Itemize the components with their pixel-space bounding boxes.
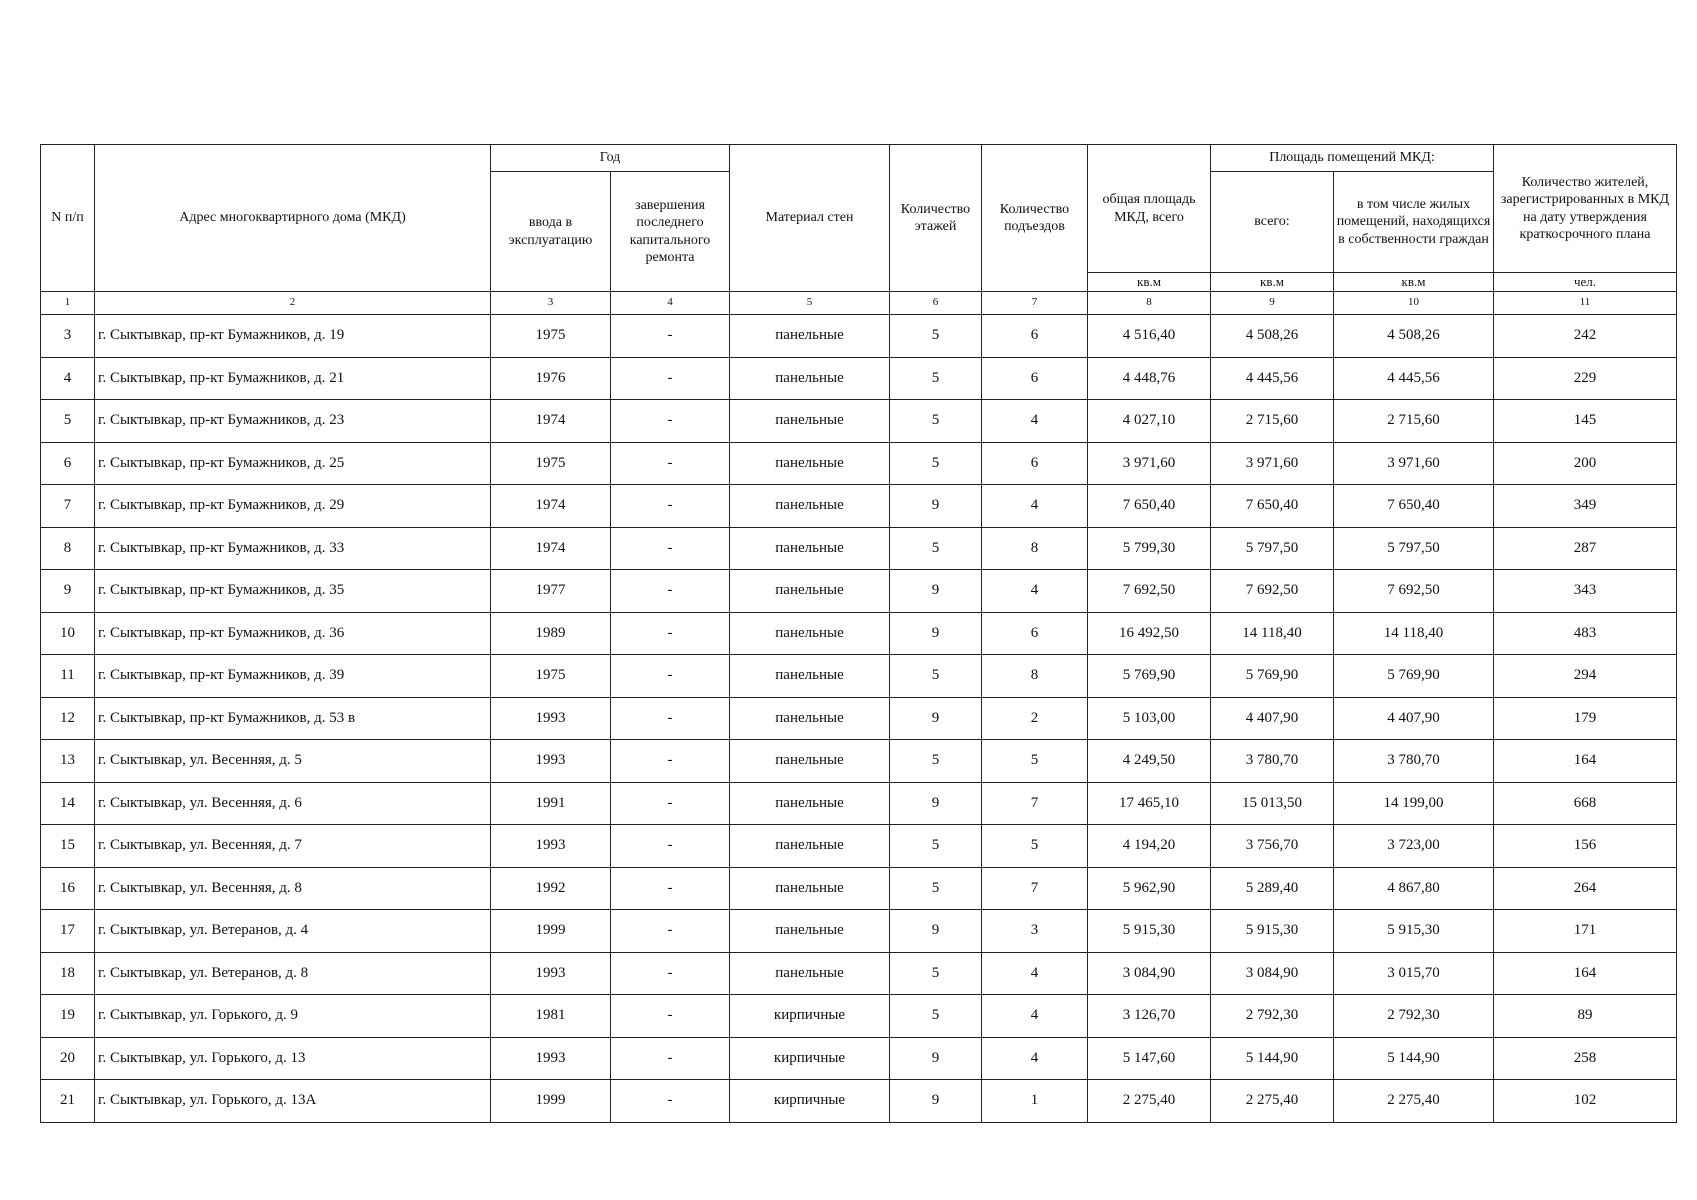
premises-total-cell: 15 013,50 (1211, 782, 1334, 825)
commission-year-cell: 1975 (491, 442, 611, 485)
header-entrances: Количество подъездов (982, 145, 1088, 292)
repair-year-cell: - (611, 655, 730, 698)
repair-year-cell: - (611, 952, 730, 995)
premises-total-cell: 5 915,30 (1211, 910, 1334, 953)
entrances-cell: 5 (982, 740, 1088, 783)
commission-year-cell: 1999 (491, 1080, 611, 1123)
wall-material-cell: панельные (730, 952, 890, 995)
row-number: 14 (41, 782, 95, 825)
row-number: 13 (41, 740, 95, 783)
repair-year-cell: - (611, 697, 730, 740)
column-number: 3 (491, 292, 611, 315)
residents-cell: 229 (1494, 357, 1677, 400)
wall-material-cell: панельные (730, 782, 890, 825)
column-number: 8 (1088, 292, 1211, 315)
premises-residential-cell: 3 015,70 (1334, 952, 1494, 995)
row-number: 10 (41, 612, 95, 655)
commission-year-cell: 1993 (491, 825, 611, 868)
entrances-cell: 3 (982, 910, 1088, 953)
header-num: N п/п (41, 145, 95, 292)
total-area-cell: 4 516,40 (1088, 315, 1211, 358)
residents-cell: 200 (1494, 442, 1677, 485)
floors-cell: 9 (890, 1037, 982, 1080)
table-row (41, 527, 1677, 570)
premises-total-cell: 3 971,60 (1211, 442, 1334, 485)
wall-material-cell: кирпичные (730, 1080, 890, 1123)
column-number: 1 (41, 292, 95, 315)
premises-total-cell: 4 445,56 (1211, 357, 1334, 400)
total-area-cell: 7 650,40 (1088, 485, 1211, 528)
address-cell: г. Сыктывкар, ул. Весенняя, д. 6 (95, 782, 491, 825)
floors-cell: 5 (890, 995, 982, 1038)
row-number: 20 (41, 1037, 95, 1080)
address-cell: г. Сыктывкар, пр-кт Бумажников, д. 29 (95, 485, 491, 528)
premises-total-cell: 3 084,90 (1211, 952, 1334, 995)
row-number: 8 (41, 527, 95, 570)
repair-year-cell: - (611, 1037, 730, 1080)
premises-residential-cell: 7 650,40 (1334, 485, 1494, 528)
residents-cell: 258 (1494, 1037, 1677, 1080)
table-row (41, 825, 1677, 868)
residents-cell: 483 (1494, 612, 1677, 655)
table-row (41, 315, 1677, 358)
header-group-premises: Площадь помещений МКД: (1211, 145, 1494, 172)
row-number: 7 (41, 485, 95, 528)
row-number: 16 (41, 867, 95, 910)
row-number: 11 (41, 655, 95, 698)
floors-cell: 5 (890, 357, 982, 400)
row-number: 15 (41, 825, 95, 868)
residents-cell: 287 (1494, 527, 1677, 570)
unit-premises-total: кв.м (1211, 273, 1334, 292)
row-number: 17 (41, 910, 95, 953)
floors-cell: 5 (890, 527, 982, 570)
total-area-cell: 5 147,60 (1088, 1037, 1211, 1080)
repair-year-cell: - (611, 867, 730, 910)
premises-residential-cell: 3 723,00 (1334, 825, 1494, 868)
premises-residential-cell: 7 692,50 (1334, 570, 1494, 613)
repair-year-cell: - (611, 740, 730, 783)
row-number: 12 (41, 697, 95, 740)
column-number: 7 (982, 292, 1088, 315)
premises-total-cell: 4 407,90 (1211, 697, 1334, 740)
premises-residential-cell: 2 715,60 (1334, 400, 1494, 443)
residents-cell: 164 (1494, 740, 1677, 783)
table-row (41, 1037, 1677, 1080)
commission-year-cell: 1991 (491, 782, 611, 825)
floors-cell: 5 (890, 400, 982, 443)
address-cell: г. Сыктывкар, пр-кт Бумажников, д. 25 (95, 442, 491, 485)
floors-cell: 5 (890, 655, 982, 698)
address-cell: г. Сыктывкар, ул. Горького, д. 13 (95, 1037, 491, 1080)
repair-year-cell: - (611, 315, 730, 358)
residents-cell: 145 (1494, 400, 1677, 443)
commission-year-cell: 1992 (491, 867, 611, 910)
table-row (41, 740, 1677, 783)
premises-total-cell: 5 769,90 (1211, 655, 1334, 698)
table-row (41, 655, 1677, 698)
repair-year-cell: - (611, 612, 730, 655)
repair-year-cell: - (611, 357, 730, 400)
row-number: 19 (41, 995, 95, 1038)
residents-cell: 179 (1494, 697, 1677, 740)
entrances-cell: 8 (982, 527, 1088, 570)
table-row (41, 910, 1677, 953)
header-year-repair: завершения последнего капитального ремонта (611, 172, 730, 292)
commission-year-cell: 1993 (491, 740, 611, 783)
entrances-cell: 7 (982, 782, 1088, 825)
wall-material-cell: панельные (730, 527, 890, 570)
residents-cell: 164 (1494, 952, 1677, 995)
premises-total-cell: 5 289,40 (1211, 867, 1334, 910)
wall-material-cell: панельные (730, 697, 890, 740)
header-premises-total: всего: (1211, 172, 1334, 273)
table-row (41, 400, 1677, 443)
entrances-cell: 6 (982, 612, 1088, 655)
premises-total-cell: 2 715,60 (1211, 400, 1334, 443)
premises-total-cell: 5 144,90 (1211, 1037, 1334, 1080)
commission-year-cell: 1977 (491, 570, 611, 613)
repair-year-cell: - (611, 910, 730, 953)
column-number-row (41, 292, 1677, 315)
commission-year-cell: 1993 (491, 697, 611, 740)
address-cell: г. Сыктывкар, ул. Горького, д. 13А (95, 1080, 491, 1123)
premises-residential-cell: 2 275,40 (1334, 1080, 1494, 1123)
wall-material-cell: панельные (730, 570, 890, 613)
commission-year-cell: 1993 (491, 1037, 611, 1080)
table-row (41, 697, 1677, 740)
premises-residential-cell: 5 915,30 (1334, 910, 1494, 953)
floors-cell: 5 (890, 867, 982, 910)
table-row (41, 995, 1677, 1038)
premises-residential-cell: 2 792,30 (1334, 995, 1494, 1038)
floors-cell: 5 (890, 442, 982, 485)
premises-residential-cell: 5 769,90 (1334, 655, 1494, 698)
header-floors: Количество этажей (890, 145, 982, 292)
column-number: 4 (611, 292, 730, 315)
table-row (41, 485, 1677, 528)
wall-material-cell: панельные (730, 612, 890, 655)
total-area-cell: 3 084,90 (1088, 952, 1211, 995)
commission-year-cell: 1999 (491, 910, 611, 953)
premises-total-cell: 7 650,40 (1211, 485, 1334, 528)
address-cell: г. Сыктывкар, ул. Весенняя, д. 7 (95, 825, 491, 868)
residents-cell: 294 (1494, 655, 1677, 698)
entrances-cell: 1 (982, 1080, 1088, 1123)
premises-total-cell: 5 797,50 (1211, 527, 1334, 570)
unit-total-area: кв.м (1088, 273, 1211, 292)
header-premises-residential: в том числе жилых помещений, находящихся в собственности граждан (1334, 172, 1494, 273)
premises-total-cell: 3 780,70 (1211, 740, 1334, 783)
repair-year-cell: - (611, 995, 730, 1038)
wall-material-cell: панельные (730, 442, 890, 485)
address-cell: г. Сыктывкар, пр-кт Бумажников, д. 36 (95, 612, 491, 655)
address-cell: г. Сыктывкар, ул. Весенняя, д. 8 (95, 867, 491, 910)
wall-material-cell: панельные (730, 400, 890, 443)
total-area-cell: 4 448,76 (1088, 357, 1211, 400)
repair-year-cell: - (611, 570, 730, 613)
commission-year-cell: 1976 (491, 357, 611, 400)
residents-cell: 349 (1494, 485, 1677, 528)
residents-cell: 264 (1494, 867, 1677, 910)
floors-cell: 5 (890, 952, 982, 995)
total-area-cell: 5 769,90 (1088, 655, 1211, 698)
total-area-cell: 2 275,40 (1088, 1080, 1211, 1123)
premises-total-cell: 2 275,40 (1211, 1080, 1334, 1123)
wall-material-cell: панельные (730, 485, 890, 528)
table-row (41, 1080, 1677, 1123)
floors-cell: 9 (890, 612, 982, 655)
entrances-cell: 4 (982, 1037, 1088, 1080)
table-row (41, 952, 1677, 995)
total-area-cell: 5 799,30 (1088, 527, 1211, 570)
premises-residential-cell: 5 144,90 (1334, 1037, 1494, 1080)
total-area-cell: 4 194,20 (1088, 825, 1211, 868)
address-cell: г. Сыктывкар, пр-кт Бумажников, д. 53 в (95, 697, 491, 740)
total-area-cell: 5 915,30 (1088, 910, 1211, 953)
total-area-cell: 3 971,60 (1088, 442, 1211, 485)
total-area-cell: 17 465,10 (1088, 782, 1211, 825)
table-row (41, 357, 1677, 400)
wall-material-cell: панельные (730, 825, 890, 868)
wall-material-cell: кирпичные (730, 995, 890, 1038)
header-group-year: Год (491, 145, 730, 172)
commission-year-cell: 1975 (491, 315, 611, 358)
commission-year-cell: 1975 (491, 655, 611, 698)
unit-premises-residential: кв.м (1334, 273, 1494, 292)
premises-residential-cell: 3 780,70 (1334, 740, 1494, 783)
floors-cell: 9 (890, 910, 982, 953)
premises-residential-cell: 4 407,90 (1334, 697, 1494, 740)
column-number: 5 (730, 292, 890, 315)
entrances-cell: 6 (982, 315, 1088, 358)
entrances-cell: 6 (982, 357, 1088, 400)
commission-year-cell: 1989 (491, 612, 611, 655)
total-area-cell: 4 249,50 (1088, 740, 1211, 783)
row-number: 21 (41, 1080, 95, 1123)
wall-material-cell: панельные (730, 655, 890, 698)
row-number: 18 (41, 952, 95, 995)
commission-year-cell: 1974 (491, 485, 611, 528)
address-cell: г. Сыктывкар, ул. Ветеранов, д. 4 (95, 910, 491, 953)
premises-residential-cell: 14 118,40 (1334, 612, 1494, 655)
entrances-cell: 4 (982, 485, 1088, 528)
premises-total-cell: 14 118,40 (1211, 612, 1334, 655)
address-cell: г. Сыктывкар, ул. Весенняя, д. 5 (95, 740, 491, 783)
residents-cell: 668 (1494, 782, 1677, 825)
unit-residents: чел. (1494, 273, 1677, 292)
wall-material-cell: панельные (730, 357, 890, 400)
wall-material-cell: панельные (730, 910, 890, 953)
repair-year-cell: - (611, 1080, 730, 1123)
total-area-cell: 7 692,50 (1088, 570, 1211, 613)
address-cell: г. Сыктывкар, пр-кт Бумажников, д. 39 (95, 655, 491, 698)
premises-residential-cell: 4 445,56 (1334, 357, 1494, 400)
residents-cell: 343 (1494, 570, 1677, 613)
header-residents: Количество жителей, зарегистрированных в МКД на дату утверждения краткосрочного плана (1494, 145, 1677, 273)
entrances-cell: 4 (982, 952, 1088, 995)
entrances-cell: 7 (982, 867, 1088, 910)
wall-material-cell: кирпичные (730, 1037, 890, 1080)
table-body (41, 315, 1677, 1123)
premises-residential-cell: 14 199,00 (1334, 782, 1494, 825)
address-cell: г. Сыктывкар, ул. Ветеранов, д. 8 (95, 952, 491, 995)
column-number: 2 (95, 292, 491, 315)
entrances-cell: 5 (982, 825, 1088, 868)
premises-residential-cell: 4 508,26 (1334, 315, 1494, 358)
row-number: 5 (41, 400, 95, 443)
header-total-area: общая площадь МКД, всего (1088, 145, 1211, 273)
total-area-cell: 3 126,70 (1088, 995, 1211, 1038)
row-number: 9 (41, 570, 95, 613)
premises-total-cell: 7 692,50 (1211, 570, 1334, 613)
floors-cell: 5 (890, 315, 982, 358)
column-number: 9 (1211, 292, 1334, 315)
housing-register-table (40, 144, 1677, 1123)
floors-cell: 9 (890, 570, 982, 613)
floors-cell: 9 (890, 485, 982, 528)
wall-material-cell: панельные (730, 867, 890, 910)
repair-year-cell: - (611, 485, 730, 528)
table-row (41, 782, 1677, 825)
header-wall-material: Материал стен (730, 145, 890, 292)
row-number: 3 (41, 315, 95, 358)
column-number: 6 (890, 292, 982, 315)
column-number: 10 (1334, 292, 1494, 315)
table-row (41, 867, 1677, 910)
floors-cell: 5 (890, 825, 982, 868)
repair-year-cell: - (611, 442, 730, 485)
total-area-cell: 5 962,90 (1088, 867, 1211, 910)
address-cell: г. Сыктывкар, пр-кт Бумажников, д. 35 (95, 570, 491, 613)
residents-cell: 89 (1494, 995, 1677, 1038)
wall-material-cell: панельные (730, 740, 890, 783)
commission-year-cell: 1974 (491, 527, 611, 570)
row-number: 6 (41, 442, 95, 485)
total-area-cell: 16 492,50 (1088, 612, 1211, 655)
wall-material-cell: панельные (730, 315, 890, 358)
commission-year-cell: 1981 (491, 995, 611, 1038)
total-area-cell: 5 103,00 (1088, 697, 1211, 740)
address-cell: г. Сыктывкар, пр-кт Бумажников, д. 19 (95, 315, 491, 358)
entrances-cell: 4 (982, 400, 1088, 443)
row-number: 4 (41, 357, 95, 400)
entrances-cell: 8 (982, 655, 1088, 698)
premises-total-cell: 4 508,26 (1211, 315, 1334, 358)
entrances-cell: 4 (982, 995, 1088, 1038)
table-row (41, 570, 1677, 613)
repair-year-cell: - (611, 782, 730, 825)
residents-cell: 102 (1494, 1080, 1677, 1123)
table-row (41, 442, 1677, 485)
address-cell: г. Сыктывкар, пр-кт Бумажников, д. 23 (95, 400, 491, 443)
commission-year-cell: 1993 (491, 952, 611, 995)
premises-residential-cell: 4 867,80 (1334, 867, 1494, 910)
premises-residential-cell: 3 971,60 (1334, 442, 1494, 485)
residents-cell: 242 (1494, 315, 1677, 358)
total-area-cell: 4 027,10 (1088, 400, 1211, 443)
repair-year-cell: - (611, 527, 730, 570)
premises-total-cell: 3 756,70 (1211, 825, 1334, 868)
entrances-cell: 2 (982, 697, 1088, 740)
residents-cell: 171 (1494, 910, 1677, 953)
entrances-cell: 4 (982, 570, 1088, 613)
repair-year-cell: - (611, 400, 730, 443)
entrances-cell: 6 (982, 442, 1088, 485)
header-address: Адрес многоквартирного дома (МКД) (95, 145, 491, 292)
header-year-commission: ввода в эксплуатацию (491, 172, 611, 292)
commission-year-cell: 1974 (491, 400, 611, 443)
address-cell: г. Сыктывкар, пр-кт Бумажников, д. 33 (95, 527, 491, 570)
residents-cell: 156 (1494, 825, 1677, 868)
address-cell: г. Сыктывкар, пр-кт Бумажников, д. 21 (95, 357, 491, 400)
repair-year-cell: - (611, 825, 730, 868)
address-cell: г. Сыктывкар, ул. Горького, д. 9 (95, 995, 491, 1038)
table-header (41, 145, 1677, 315)
floors-cell: 5 (890, 740, 982, 783)
floors-cell: 9 (890, 1080, 982, 1123)
premises-total-cell: 2 792,30 (1211, 995, 1334, 1038)
premises-residential-cell: 5 797,50 (1334, 527, 1494, 570)
table-row (41, 612, 1677, 655)
floors-cell: 9 (890, 697, 982, 740)
floors-cell: 9 (890, 782, 982, 825)
column-number: 11 (1494, 292, 1677, 315)
